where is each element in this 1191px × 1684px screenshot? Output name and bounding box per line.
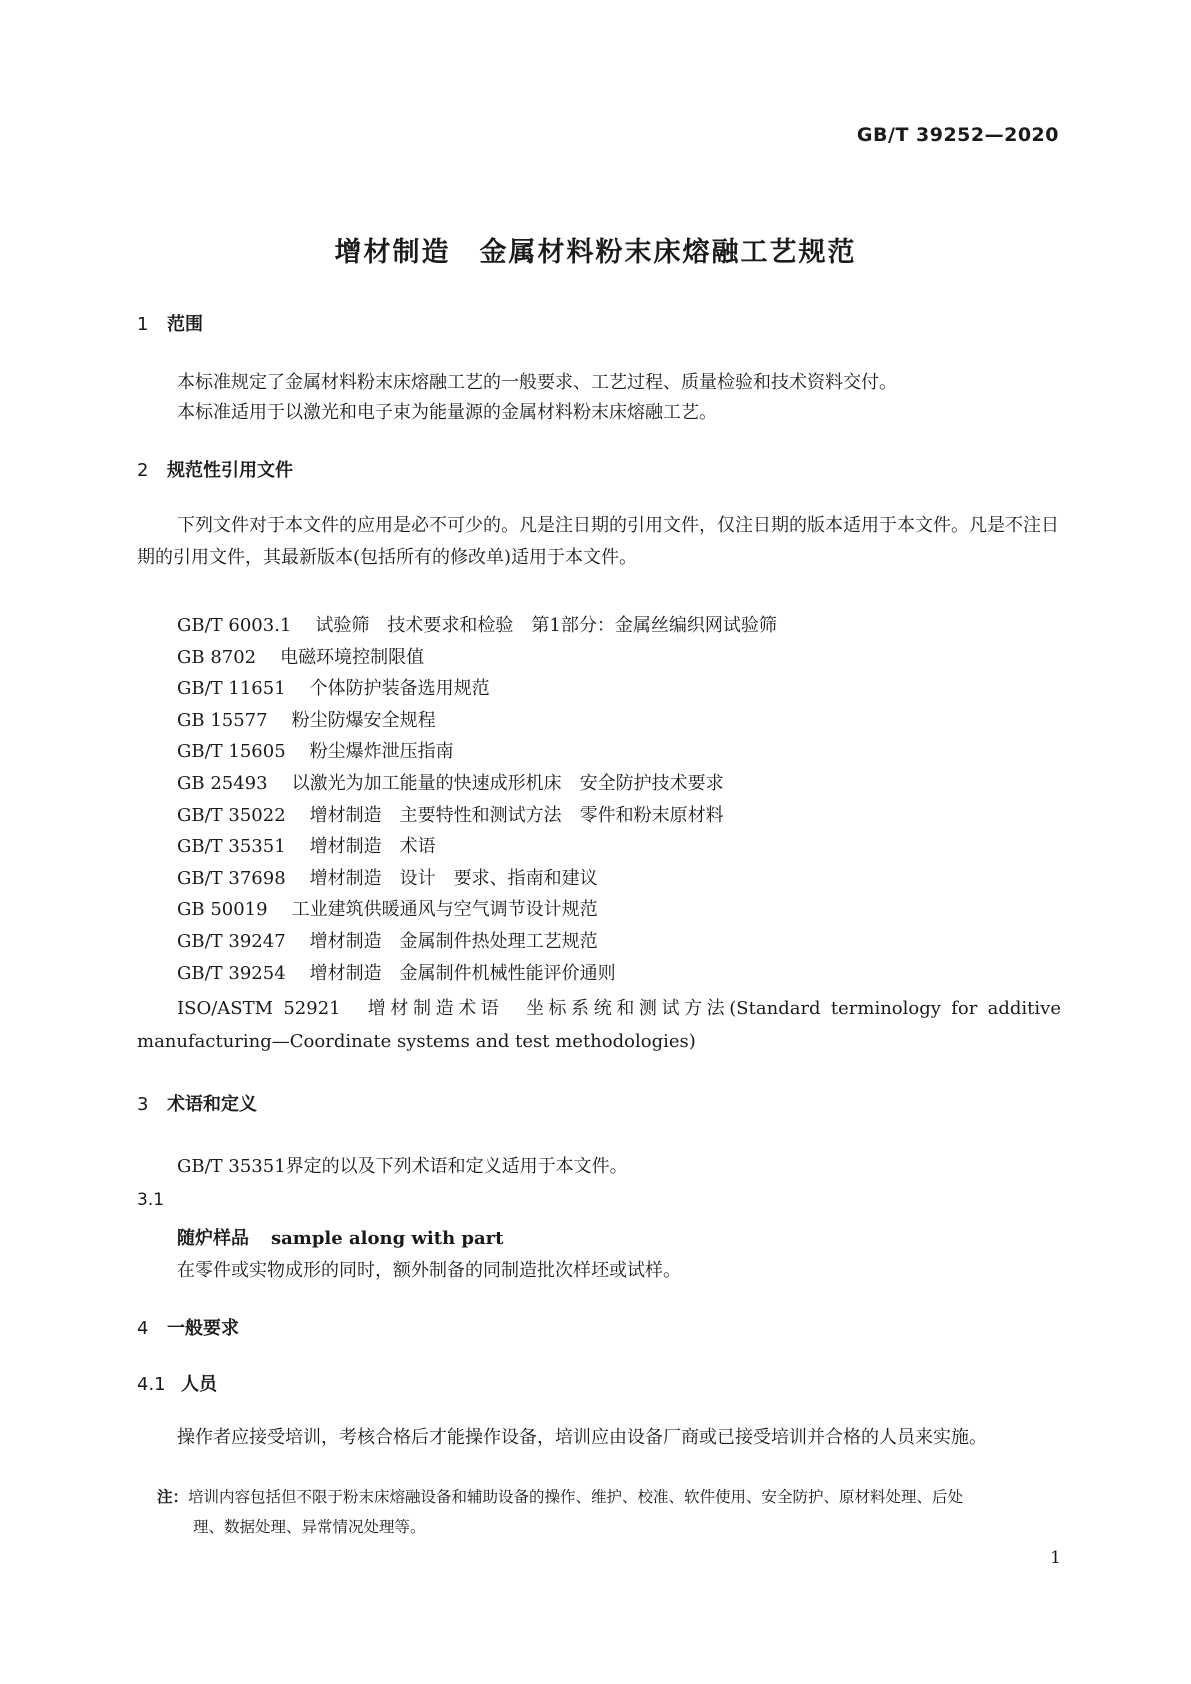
- reference-item: [177, 894, 1061, 926]
- term-number: 3.1: [137, 1190, 165, 1210]
- reference-item: [177, 642, 1061, 674]
- reference-code: GB/T 39247: [177, 930, 286, 952]
- reference-title: 试验筛 技术要求和检验 第1部分：金属丝编织网试验筛: [315, 615, 777, 636]
- reference-title: 以激光为加工能量的快速成形机床 安全防护技术要求: [291, 772, 724, 794]
- section-number: 1: [137, 314, 149, 335]
- reference-code: GB/T 37698: [177, 867, 286, 889]
- reference-title: 增材制造 术语: [309, 836, 436, 858]
- personnel-paragraph: 操作者应接受培训，考核合格后才能操作设备，培训应由设备厂商或已接受培训并合格的人员来实施。: [177, 1427, 987, 1448]
- term-name-zh: 随炉样品: [177, 1228, 249, 1249]
- reference-item: [177, 863, 1061, 895]
- reference-title: 增材制造 金属制件热处理工艺规范: [309, 930, 598, 952]
- reference-list: [177, 610, 1061, 989]
- section-number: 2: [137, 460, 149, 481]
- reference-title: 粉尘爆炸泄压指南: [309, 741, 454, 763]
- section-title: 范围: [167, 314, 203, 335]
- reference-code: GB 50019: [177, 899, 268, 921]
- note-line-2: 理、数据处理、异常情况处理等。: [193, 1518, 426, 1536]
- reference-item: [177, 800, 1061, 832]
- reference-title: 增材制造 设计 要求、指南和建议: [309, 867, 598, 889]
- subsection-number: 4.1: [137, 1374, 166, 1395]
- reference-item: [177, 610, 1061, 642]
- term-name: [177, 1224, 503, 1250]
- reference-code: GB 15577: [177, 709, 268, 731]
- section-2-heading: [137, 456, 293, 482]
- standard-code: GB/T 39252—2020: [856, 124, 1059, 146]
- reference-code: GB 8702: [177, 646, 257, 668]
- page-number: 1: [1050, 1548, 1061, 1568]
- reference-item: [177, 705, 1061, 737]
- reference-code: GB/T 39254: [177, 962, 286, 984]
- document-title: 增材制造 金属材料粉末床熔融工艺规范: [334, 237, 857, 268]
- section-title: 一般要求: [167, 1318, 239, 1339]
- reference-title: 粉尘防爆安全规程: [291, 709, 436, 731]
- reference-item: [177, 958, 1061, 990]
- scope-paragraph-2: 本标准适用于以激光和电子束为能量源的金属材料粉末床熔融工艺。: [177, 402, 717, 423]
- reference-item: [177, 673, 1061, 705]
- reference-code: GB 25493: [177, 772, 268, 794]
- reference-title: 工业建筑供暖通风与空气调节设计规范: [291, 899, 598, 921]
- section-3-heading: [137, 1090, 257, 1116]
- section-title: 规范性引用文件: [167, 460, 293, 481]
- reference-title: 增材制造 金属制件机械性能评价通则: [309, 962, 616, 984]
- reference-item: [177, 926, 1061, 958]
- reference-title: 个体防护装备选用规范: [309, 678, 490, 700]
- reference-code: GB/T 15605: [177, 741, 286, 763]
- reference-title: 增材制造 主要特性和测试方法 零件和粉末原材料: [309, 804, 724, 826]
- scope-paragraph-1: 本标准规定了金属材料粉末床熔融工艺的一般要求、工艺过程、质量检验和技术资料交付。: [177, 372, 897, 393]
- reference-item: [177, 736, 1061, 768]
- section-4-heading: [137, 1314, 239, 1340]
- term-name-en: sample along with part: [271, 1228, 504, 1249]
- reference-code: GB/T 35351: [177, 836, 286, 858]
- reference-title: 电磁环境控制限值: [280, 646, 425, 668]
- subsection-4-1-heading: [137, 1370, 217, 1396]
- reference-item: [177, 831, 1061, 863]
- note-line-1: 培训内容包括但不限于粉末床熔融设备和辅助设备的操作、维护、校准、软件使用、安全防护、原材料处理、后处: [188, 1488, 964, 1506]
- section-number: 4: [137, 1318, 149, 1339]
- note: [157, 1482, 1061, 1542]
- term-definition: 在零件或实物成形的同时，额外制备的同制造批次样坯或试样。: [177, 1260, 681, 1281]
- subsection-title: 人员: [181, 1374, 217, 1395]
- terms-intro: GB/T 35351界定的以及下列术语和定义适用于本文件。: [177, 1156, 628, 1177]
- iso-reference: ISO/ASTM 52921 增材制造术语 坐标系统和测试方法(Standard terminology for additive manufacturing—Coordinate systems and test methodologies): [137, 998, 1061, 1052]
- reference-code: GB/T 6003.1: [177, 615, 292, 636]
- references-intro: 下列文件对于本文件的应用是必不可少的。凡是注日期的引用文件，仅注日期的版本适用于本文件。凡是不注日期的引用文件，其最新版本(包括所有的修改单)适用于本文件。: [137, 515, 1059, 568]
- reference-item: [177, 768, 1061, 800]
- section-1-heading: [137, 310, 203, 336]
- note-label: 注：: [157, 1487, 189, 1506]
- section-title: 术语和定义: [167, 1094, 257, 1115]
- reference-code: GB/T 11651: [177, 678, 286, 700]
- reference-code: GB/T 35022: [177, 804, 286, 826]
- section-number: 3: [137, 1094, 149, 1115]
